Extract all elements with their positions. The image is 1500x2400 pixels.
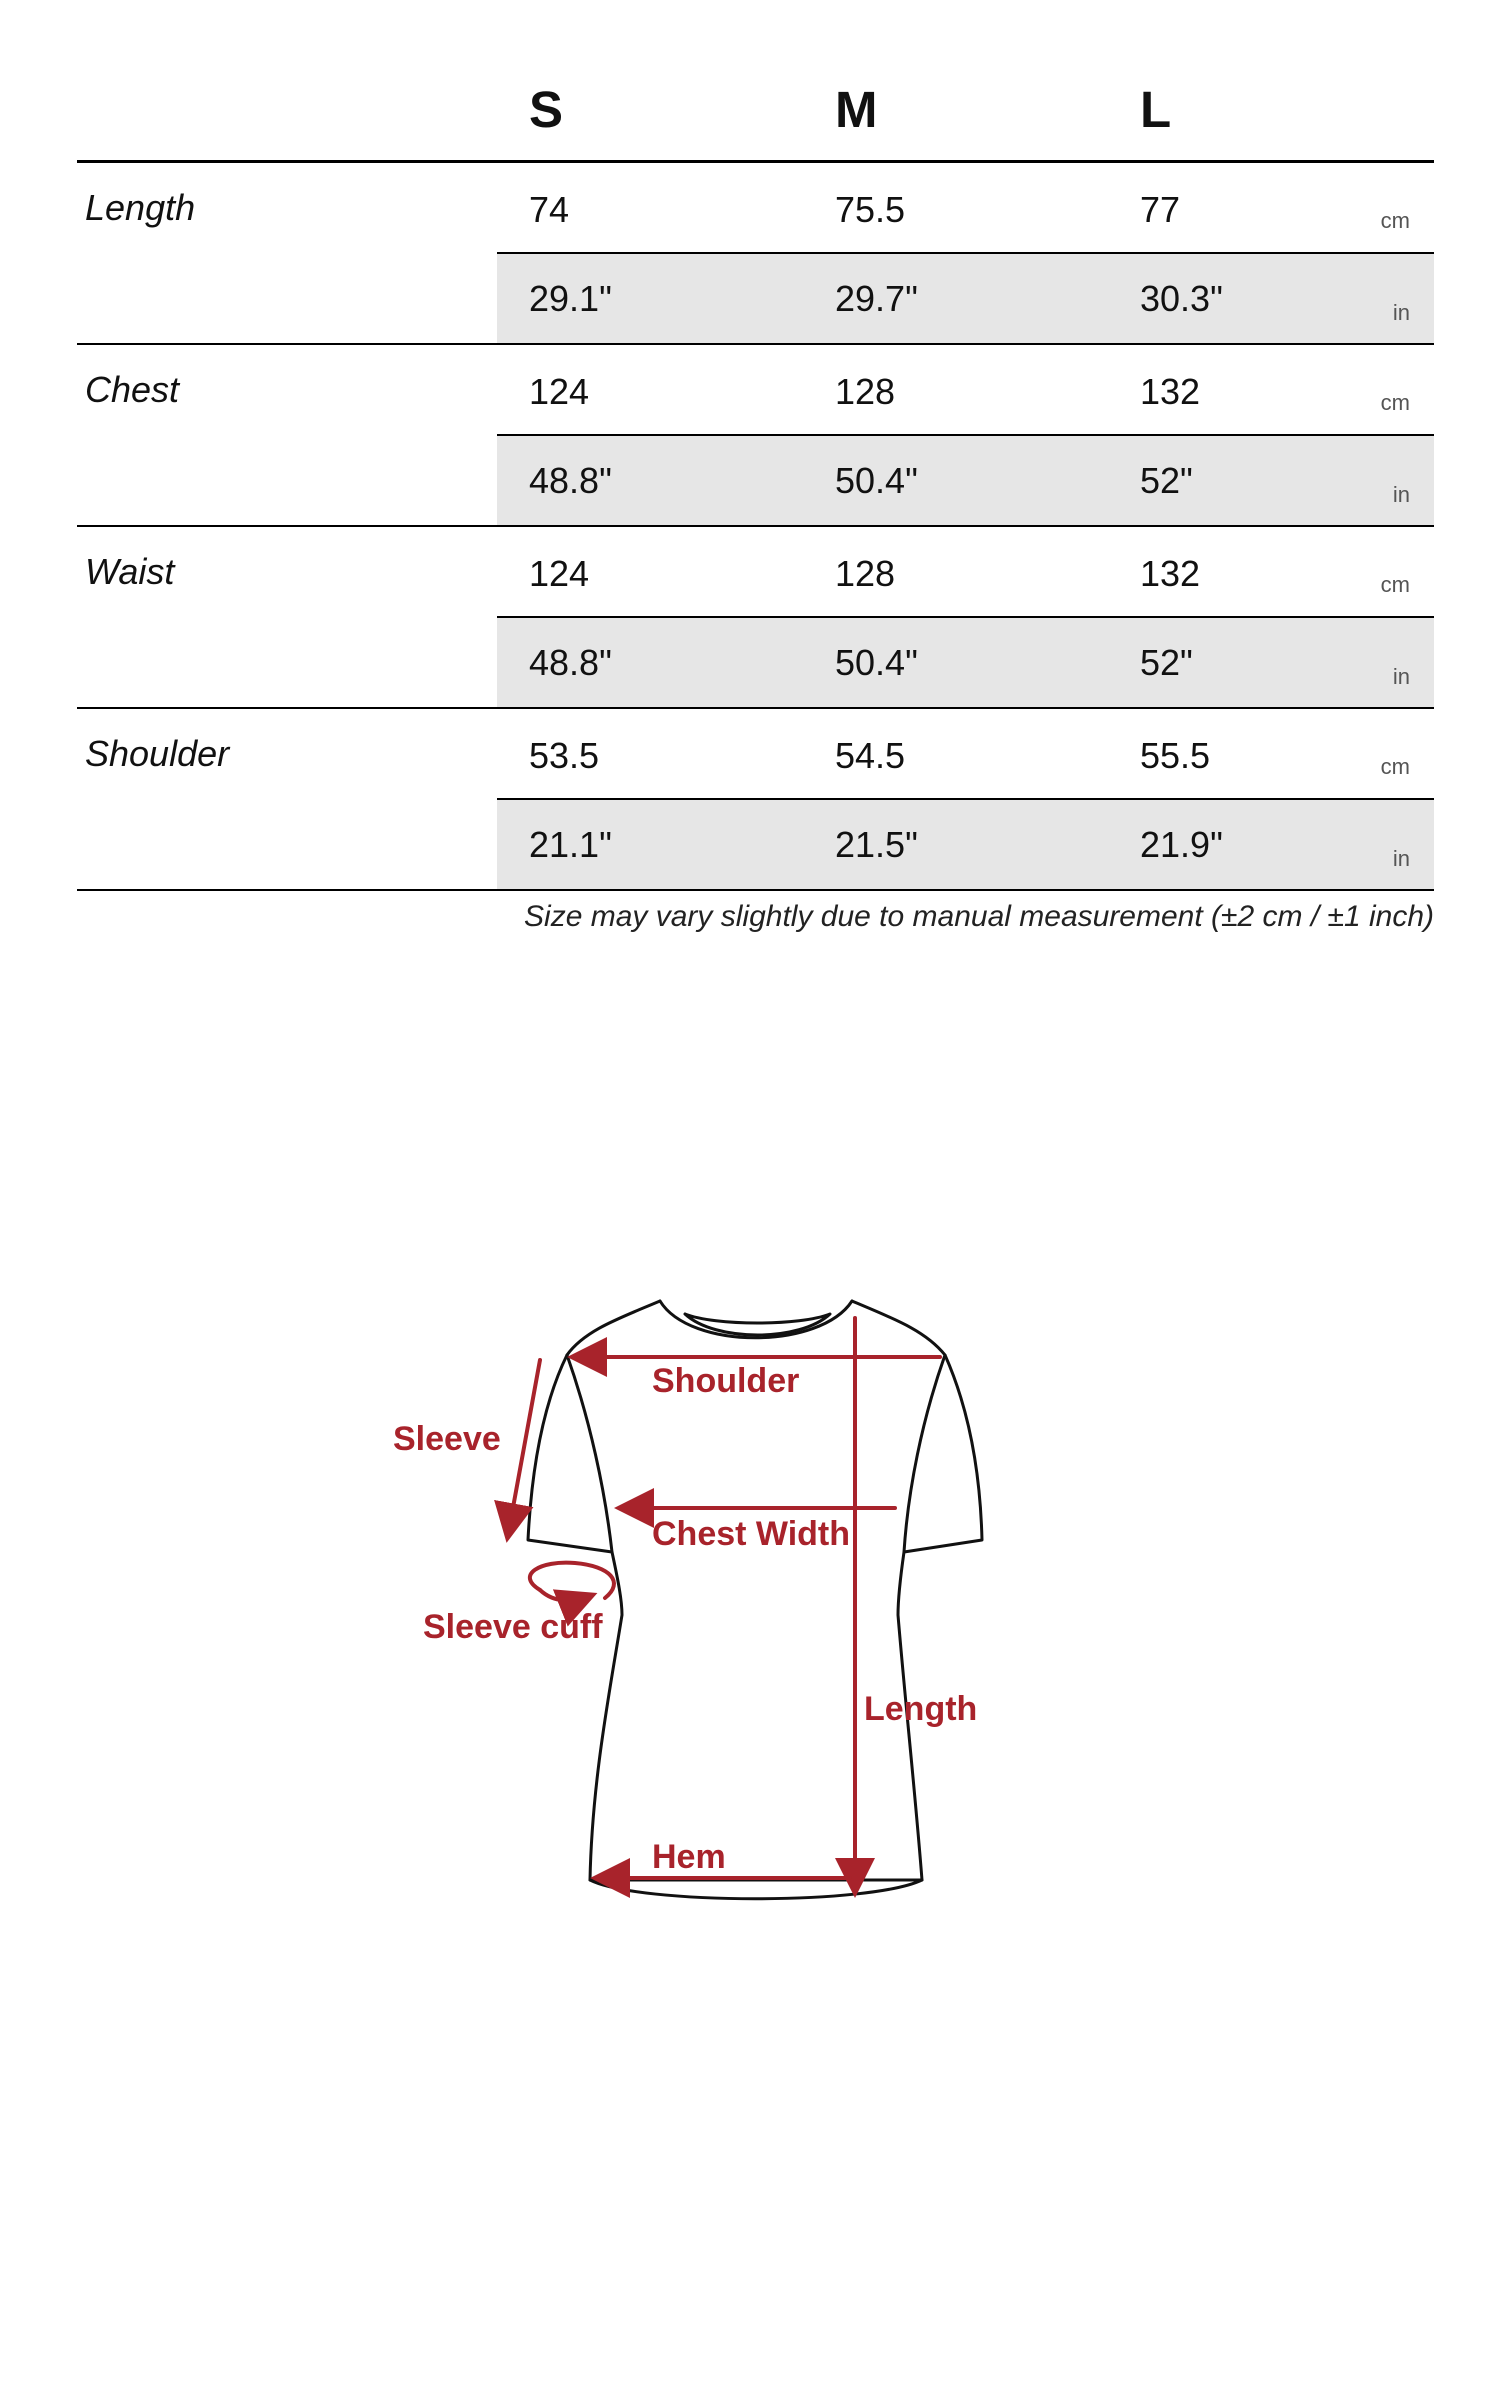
unit-label-in: in [1392,482,1410,507]
table-cell: 52" [1140,642,1193,683]
unit-label-cm: cm [1380,208,1410,233]
table-cell: 29.1" [529,278,612,319]
size-header-m: M [835,81,878,138]
table-cell: 132 [1140,553,1201,594]
table-cell: 21.9" [1140,824,1223,865]
table-cell: 128 [835,371,896,412]
sleeve-cuff-arrow [540,1590,590,1601]
table-cell: 53.5 [529,735,600,776]
table-cell: 48.8" [529,642,612,683]
table-cell: 30.3" [1140,278,1223,319]
unit-label-in: in [1392,664,1410,689]
shoulder-label: Shoulder [652,1362,800,1400]
unit-label-in: in [1392,846,1410,871]
table-cell: 132 [1140,371,1201,412]
row-label: Shoulder [85,733,230,774]
sleeve-label: Sleeve [393,1420,501,1458]
hem-label: Hem [652,1838,726,1876]
table-cell: 128 [835,553,896,594]
unit-label-cm: cm [1380,572,1410,597]
sleeve-arrow [508,1360,540,1535]
table-cell: 75.5 [835,189,906,230]
unit-label-cm: cm [1380,754,1410,779]
table-cell: 50.4" [835,460,918,501]
table-cell: 124 [529,553,590,594]
table-cell: 74 [529,189,570,230]
size-header-s: S [529,81,564,138]
table-cell: 52" [1140,460,1193,501]
unit-label-in: in [1392,300,1410,325]
table-cell: 54.5 [835,735,906,776]
table-cell: 21.5" [835,824,918,865]
table-cell: 29.7" [835,278,918,319]
row-label: Length [85,187,196,228]
row-label: Chest [85,369,180,410]
table-cell: 50.4" [835,642,918,683]
sleeve-cuff-label: Sleeve cuff [423,1608,603,1646]
table-cell: 48.8" [529,460,612,501]
chest-width-label: Chest Width [652,1515,851,1553]
table-cell: 55.5 [1140,735,1211,776]
length-label: Length [864,1690,978,1728]
unit-label-cm: cm [1380,390,1410,415]
row-label: Waist [85,551,175,592]
measurement-note: Size may vary slightly due to manual measurement (±2 cm / ±1 inch) [524,900,1434,933]
table-cell: 21.1" [529,824,612,865]
measurement-arrows [508,1318,940,1890]
table-cell: 124 [529,371,590,412]
size-header-l: L [1140,81,1172,138]
table-cell: 77 [1140,189,1181,230]
